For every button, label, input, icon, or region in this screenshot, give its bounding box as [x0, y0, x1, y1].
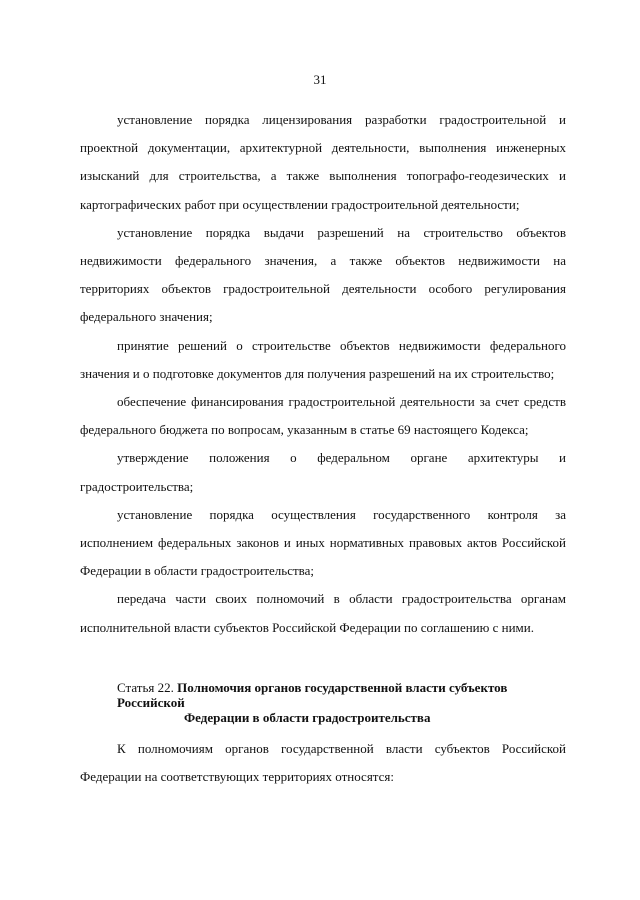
- article-21-list: [80, 106, 566, 642]
- paragraph-permits-procedure: установление порядка выдачи разрешений на строительство объектов недвижимости федерального значения, а также объектов недвижимости на территориях объектов градостроительной деятельности особого регулирования федерального значения;: [80, 224, 566, 325]
- paragraph-construction-decisions: принятие решений о строительстве объектов недвижимости федерального значения и о подготовке документов для получения разрешений на их строительство;: [80, 337, 566, 381]
- paragraph-financing: обеспечение финансирования градостроительной деятельности за счет средств федерального бюджета по вопросам, указанным в статье 69 настоящего Кодекса;: [80, 394, 566, 438]
- paragraph-federal-body-regulation: утверждение положения о федеральном органе архитектуры и градостроительства;: [80, 450, 566, 494]
- article-title-line1: Полномочия органов государственной власти субъектов Российской: [117, 680, 508, 710]
- paragraph-licensing: установление порядка лицензирования разработки градостроительной и проектной документации, архитектурной деятельности, выполнения инженерных изысканий для строительства, а также выполнения топографо-геодезических и картографических работ при осуществлении градостроительной деятельности;: [80, 112, 566, 212]
- article-heading: [117, 680, 566, 725]
- article-22-intro: [80, 735, 566, 791]
- paragraph-closing: К полномочиям органов государственной власти субъектов Российской Федерации на соответствующих территориях относятся:: [80, 741, 566, 785]
- article-title-line2: Федерации в области градостроительства: [184, 710, 431, 725]
- page-number: 31: [313, 72, 327, 87]
- article-label: Статья 22.: [117, 680, 174, 695]
- paragraph-state-control: установление порядка осуществления государственного контроля за исполнением федеральных законов и иных нормативных правовых актов Российской Федерации в области градостроительства;: [80, 506, 566, 579]
- paragraph-delegation: передача части своих полномочий в области градостроительства органам исполнительной власти субъектов Российской Федерации по соглашению с ними.: [80, 591, 566, 635]
